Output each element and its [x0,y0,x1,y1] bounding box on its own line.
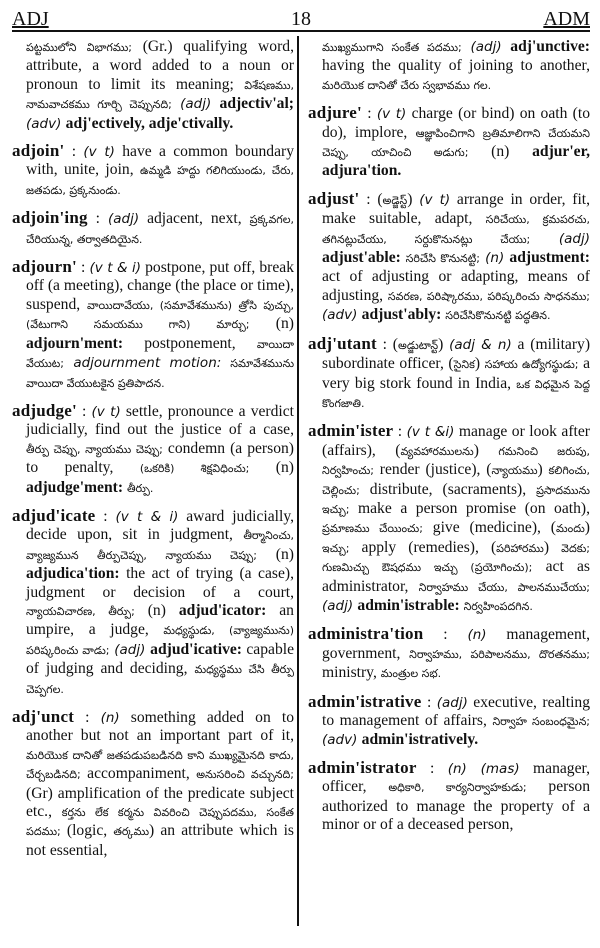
telugu-gloss: ప్రసాదమును ఇచ్చు; [322,483,590,516]
definition-text: a very big stork found in India, [322,355,590,392]
definition-text: manager, officer, [322,759,590,796]
telugu-gloss: వెదకు; గుణమిచ్చు ఔషధము ఇచ్చు (ప్రయోగించు); [322,541,591,575]
telugu-gloss: సరిచేయు, క్రమపరచు, తగినట్లుచేయు, సర్దుకొనునట్లు చేయు; [322,213,590,246]
definition-text: : [421,693,437,711]
dictionary-entry-adjust [308,190,590,326]
definition-text: render (justice), ( [373,461,492,479]
telugu-gloss: మధ్యస్థుడు, (వ్యాజ్యమును) పరిష్కరించు వాడు; [26,624,294,657]
definition-text: ) [543,538,562,556]
right-column [308,38,590,843]
definition-text: person authorized to manage the property of a minor or of a deceased person, [322,778,590,834]
part-of-speech: (adv) [322,732,362,749]
headword: adjoin'ing [12,208,88,228]
definition-text: ) an attribute which is not essential, [26,822,294,859]
column-divider [297,36,299,926]
definition-text: condemn (a person) to penalty, [26,439,294,477]
dictionary-entry-administration [308,625,590,683]
part-of-speech: (adj) [107,211,140,228]
headword: admin'istrator [308,757,417,777]
headword: admin'ister [308,421,394,441]
derived-form: adjourn'ment: [26,334,124,352]
telugu-gloss: తీర్మానించు, వ్యాజ్యమున తీర్పుచెప్పు, న్యాయము చెప్పు; [26,529,294,562]
telugu-gloss: తీర్పు చెప్పు, న్యాయము చెప్పు; [26,442,163,456]
part-of-speech: (adj) [109,641,151,658]
definition-text: : [76,259,90,277]
definition-text: arrange in order, fit, make suitable, adapt, [322,190,591,228]
telugu-gloss: అడ్జుటాన్ట్ [398,338,439,352]
dictionary-entry-adjoin [12,142,294,200]
derived-form: admin'istratively. [361,731,479,749]
derived-form: adjudica'tion: [26,565,120,583]
telugu-gloss: ఉమ్మడి హద్దు గలిగియుండు, చేరు, జతపడు, ప్రక్కనుండు. [26,164,294,197]
dictionary-entry-adjutant [308,335,590,414]
definition-text: : [393,423,407,441]
definition-text: give (medicine), ( [422,519,556,537]
telugu-gloss: సమావేశమును వాయిదా వేయుటకైన ప్రతిపాదన. [26,357,294,390]
telugu-gloss: మంత్రుల సభ. [380,667,442,681]
telugu-gloss: సరిచేసికొనునట్టి పద్ధతిన. [445,309,551,323]
telugu-gloss: మధ్యస్థము చేసి తీర్పు చెప్పగల. [26,663,294,696]
definition-text: distribute, (sacraments), [359,480,537,498]
telugu-gloss: నిర్వాహ సంబంధమైన; [492,715,590,728]
headword: adjud'icate [12,505,96,525]
left-guide-word: ADJ [12,8,49,30]
part-of-speech: (n) [467,627,487,644]
dictionary-entry-administrator [308,759,590,835]
telugu-gloss: సహాయ ఉద్యోగస్థుడు; [484,358,579,372]
part-of-speech: (n) [479,250,510,267]
definition-text: something added on to another but not an important part of it, [26,709,294,745]
telugu-gloss: తర్కము [113,825,150,839]
telugu-gloss: నిర్వాహము, పరిపాలనము, దొరతనము; [409,647,591,661]
definition-text: : [361,105,377,123]
part-of-speech: (v t) [91,403,121,420]
dictionary-entry-adjective-cont [12,38,294,133]
definition-text: act as administrator, [322,558,590,595]
definition-text: (n) [468,143,533,161]
definition-text: a (military) subordinate officer, ( [322,335,591,373]
dictionary-entry-adjure [308,104,590,181]
definition-text: ) [407,190,420,208]
telugu-gloss: పట్టములోని విభాగము; [26,41,132,54]
dictionary-entry-adjudge [12,402,294,498]
telugu-gloss: కలిగించు, చెల్లించు; [322,464,590,497]
definition-text: : [423,626,468,644]
telugu-gloss: (ఒకరికి) శిక్షవిధించు; [139,462,250,476]
derived-form: adjectiv'al; [219,95,294,113]
derived-form: adjust'ably: [361,306,442,324]
headword: adjourn' [12,257,77,277]
headword: adjure' [308,103,362,123]
headword: administra'tion [308,624,424,644]
derived-form: adj'ectively, adje'ctivally. [65,114,234,132]
definition-text: having the quality of joining to another, [322,57,590,75]
telugu-gloss: ప్రమాణము చేయించు; [322,522,423,536]
definition-text: charge (or bind) on oath (to do), implore, [322,105,590,141]
part-of-speech: (v t & i) [89,260,142,277]
headword: adjudge' [12,400,77,420]
definition-text: ) [537,461,549,479]
definition-text: : ( [359,190,383,208]
dictionary-entry-adjunct [12,708,294,860]
definition-text: capable of judging and deciding, [26,640,294,678]
part-of-speech: (adj) [322,597,358,614]
part-of-speech: (adv) [322,307,362,324]
definition-text: settle, pronounce a verdict judicially, find out the justice of a case, [26,402,294,439]
dictionary-entry-administer [308,422,590,616]
telugu-gloss: న్యాయము [491,464,538,478]
definition-text: : [95,507,116,525]
definition-text: ) [584,519,590,537]
part-of-speech: (n) [100,710,120,726]
definition-text: act of adjusting or adapting, means of adjusting, [322,268,590,304]
telugu-gloss: ప్రక్కవగల, చేరియున్న, తర్వాతదియైన. [26,213,294,246]
part-of-speech: (adj) [436,694,468,711]
derived-form: adjud'icator: [178,601,267,619]
telugu-gloss: ఆజ్ఞాపించిగాని బ్రతిమాలిగాని చేయమని చెప్పు, యాచించి అడుగు; [322,126,590,160]
definition-text: postponement, [123,334,257,352]
telugu-gloss: కర్తను లేక కర్మను వివరించి చెప్పుపదము, సంకేత పదము; [26,806,294,839]
definition-text: have a common boundary with, unite, join, [26,143,294,179]
definition-text: ministry, [322,664,381,682]
definition-text: award judicially, decide upon, sit in judgment, [26,507,294,544]
derived-form: adjudge'ment: [26,478,124,496]
definition-text: accompaniment, [80,765,197,783]
part-of-speech: (adj & n) [449,336,512,353]
part-of-speech: (n) (mas) [447,760,520,777]
telugu-gloss: న్యాయవిచారణ, తీర్పు; [26,604,135,618]
part-of-speech: (adv) [26,115,66,132]
telugu-gloss: విశేషణము, నామవాచకము గూర్చి చెప్పునది; [26,78,294,112]
derived-form: adjust'able: [322,249,401,267]
definition-text: (n) [249,315,294,333]
definition-text [221,354,230,371]
telugu-gloss: ఒక విధమైన పెద్ద కొంగజాతి. [322,377,591,410]
page-number: 18 [291,8,311,30]
part-of-speech: (v t) [419,191,451,208]
telugu-gloss: తీర్పు. [126,481,154,495]
definition-text: (n) [249,459,294,477]
definition-text: (Gr) amplification of the predicate subject etc., [26,784,294,821]
telugu-gloss: అనుసరించి వచ్చునది; [196,768,294,782]
telugu-gloss: నిర్వాహము చేయు, పాలనముచేయు; [418,580,590,594]
headword: adjoin' [12,141,65,161]
telugu-gloss: సరిచేసి కొనునట్టి; [405,252,480,266]
telugu-gloss: పరిహారము [496,541,544,555]
definition-text: : [76,402,92,420]
dictionary-entry-adjourn [12,258,294,393]
headword: adj'unct [12,707,75,726]
telugu-gloss: మరియొక దానితో జతపడుపబడినది కాని ముఖ్యమైనది కాదు, చేర్చబడినది; [26,748,294,782]
definition-text: the act of trying (a case), judgment or decision of a court, [26,565,294,601]
telugu-gloss: గమనించి జరుపు, నిర్వహించు; [322,444,590,478]
part-of-speech: (adj) [171,96,220,113]
dictionary-entry-adjoining [12,209,294,249]
headword: adjust' [308,188,360,208]
definition-text: ) [473,441,499,459]
telugu-gloss: ముఖ్యముగాని సంకేత పదము; [322,41,462,54]
derived-form: admin'istrable: [357,596,460,614]
definition-text: executive, realting to management of affairs, [322,693,590,729]
definition-text: (logic, [60,822,114,840]
definition-text: ) [474,355,485,373]
left-column [12,38,294,869]
definition-text: (Gr.) qualifying word, attribute, a word added to a noun or pronoun to limit its meaning; [26,38,294,93]
definition-text: manage or look after (affairs), ( [322,423,590,459]
telugu-gloss: ఇచ్చు; [322,541,350,555]
part-of-speech: (v t) [83,144,115,161]
definition-text: (n) [256,545,294,563]
dictionary-entry-adjudicate [12,507,294,699]
definition-text: an umpire, a judge, [26,601,294,639]
telugu-gloss: మరియొక దానితో చేరు స్వభావము గల. [322,78,492,92]
page-header [12,6,590,32]
telugu-gloss: వాయిదా వేయుట; [26,337,294,371]
dictionary-entry-adjunct-cont [308,38,590,95]
derived-form: adj'unctive: [510,38,590,55]
definition-text: : ( [376,335,399,353]
derived-form: adjud'icative: [150,640,242,658]
part-of-speech: adjournment motion: [63,355,222,372]
telugu-gloss: వ్యవహారములను [400,444,474,458]
part-of-speech: (v t) [376,106,407,123]
part-of-speech: (adj) [461,39,511,55]
definition-text: ) [438,335,450,353]
part-of-speech: (adj) [530,230,590,247]
headword: admin'istrative [308,691,422,711]
definition-text: adjacent, next, [139,210,250,228]
headword: adj'utant [308,333,377,353]
telugu-gloss: అడ్జెస్ట్ [382,193,408,207]
definition-text: : [416,759,448,777]
definition-text: apply (remedies), ( [349,538,497,556]
derived-form: adjur'er, adjura'tion. [322,143,590,180]
right-guide-word: ADM [543,8,590,30]
definition-text: (n) [134,601,179,619]
telugu-gloss: సైనిక [453,358,475,372]
telugu-gloss: అధికారి, కార్యనిర్వాహకుడు; [388,781,527,795]
definition-text: : [87,210,108,228]
definition-text: make a person promise (on oath), [349,499,590,517]
definition-text: postpone, put off, break off (a meeting), change (the place or time), suspend, [26,259,294,313]
telugu-gloss: మందు [556,522,585,536]
telugu-gloss: సవరణ, పరిష్కారము, పరిష్కరించు సాధనము; [387,289,590,303]
part-of-speech: (v t & i) [115,508,179,525]
definition-text: : [74,709,101,726]
dictionary-entry-administrative [308,693,590,750]
telugu-gloss: వాయిదావేయు, (సమావేశమును) త్రోసి పుచ్చు, (వేటుగాని సమయము గాని) మార్చు; [26,298,294,332]
telugu-gloss: నిర్వహింపదగిన. [463,599,533,613]
definition-text: : [64,143,84,161]
part-of-speech: (v t &i) [406,424,455,441]
definition-text: management, government, [322,626,590,662]
derived-form: adjustment: [509,249,590,267]
